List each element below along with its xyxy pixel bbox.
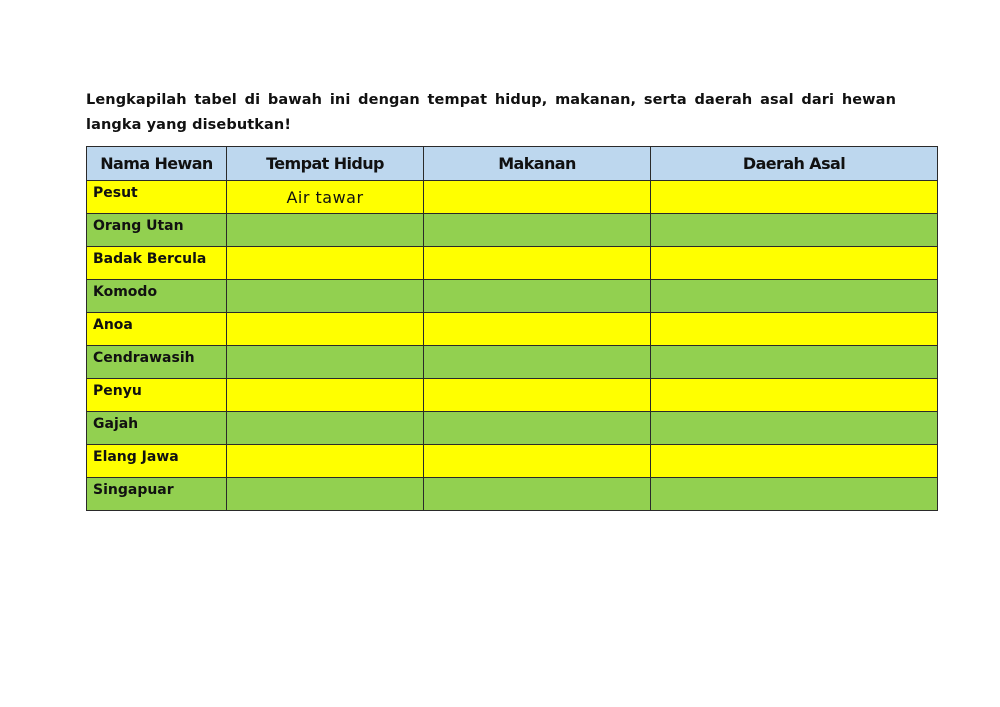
animal-name-cell: Penyu [87,379,227,412]
header-nama-hewan: Nama Hewan [87,147,227,181]
makanan-cell[interactable] [424,181,651,214]
animal-name-cell: Gajah [87,412,227,445]
daerah-asal-cell[interactable] [651,346,938,379]
table-row [87,478,938,511]
animal-name-cell: Singapuar [87,478,227,511]
table-row [87,379,938,412]
animal-table [86,146,938,511]
table-row [87,313,938,346]
daerah-asal-cell[interactable] [651,412,938,445]
tempat-hidup-cell[interactable] [227,313,424,346]
table-row [87,445,938,478]
daerah-asal-cell[interactable] [651,181,938,214]
daerah-asal-cell[interactable] [651,313,938,346]
instruction-text: Lengkapilah tabel di bawah ini dengan tempat hidup, makanan, serta daerah asal dari hewan langka yang disebutkan! [86,92,896,133]
daerah-asal-cell[interactable] [651,214,938,247]
tempat-hidup-cell[interactable] [227,280,424,313]
table-row [87,214,938,247]
tempat-hidup-cell[interactable] [227,379,424,412]
makanan-cell[interactable] [424,445,651,478]
animal-name-cell: Orang Utan [87,214,227,247]
makanan-cell[interactable] [424,478,651,511]
makanan-cell[interactable] [424,280,651,313]
daerah-asal-cell[interactable] [651,445,938,478]
makanan-cell[interactable] [424,346,651,379]
tempat-hidup-cell[interactable]: Air tawar [227,181,424,214]
header-daerah-asal: Daerah Asal [651,147,938,181]
daerah-asal-cell[interactable] [651,478,938,511]
makanan-cell[interactable] [424,313,651,346]
animal-name-cell: Badak Bercula [87,247,227,280]
animal-name-cell: Pesut [87,181,227,214]
tempat-hidup-cell[interactable] [227,445,424,478]
table-row [87,346,938,379]
tempat-hidup-cell[interactable] [227,214,424,247]
makanan-cell[interactable] [424,379,651,412]
makanan-cell[interactable] [424,247,651,280]
makanan-cell[interactable] [424,412,651,445]
daerah-asal-cell[interactable] [651,280,938,313]
table-header-row [87,147,938,181]
animal-name-cell: Cendrawasih [87,346,227,379]
makanan-cell[interactable] [424,214,651,247]
table-row [87,247,938,280]
table-row [87,181,938,214]
table-row [87,280,938,313]
tempat-hidup-cell[interactable] [227,247,424,280]
tempat-hidup-cell[interactable] [227,346,424,379]
table-row [87,412,938,445]
header-tempat-hidup: Tempat Hidup [227,147,424,181]
animal-name-cell: Elang Jawa [87,445,227,478]
daerah-asal-cell[interactable] [651,247,938,280]
tempat-hidup-cell[interactable] [227,412,424,445]
daerah-asal-cell[interactable] [651,379,938,412]
animal-name-cell: Anoa [87,313,227,346]
animal-name-cell: Komodo [87,280,227,313]
header-makanan: Makanan [424,147,651,181]
tempat-hidup-cell[interactable] [227,478,424,511]
